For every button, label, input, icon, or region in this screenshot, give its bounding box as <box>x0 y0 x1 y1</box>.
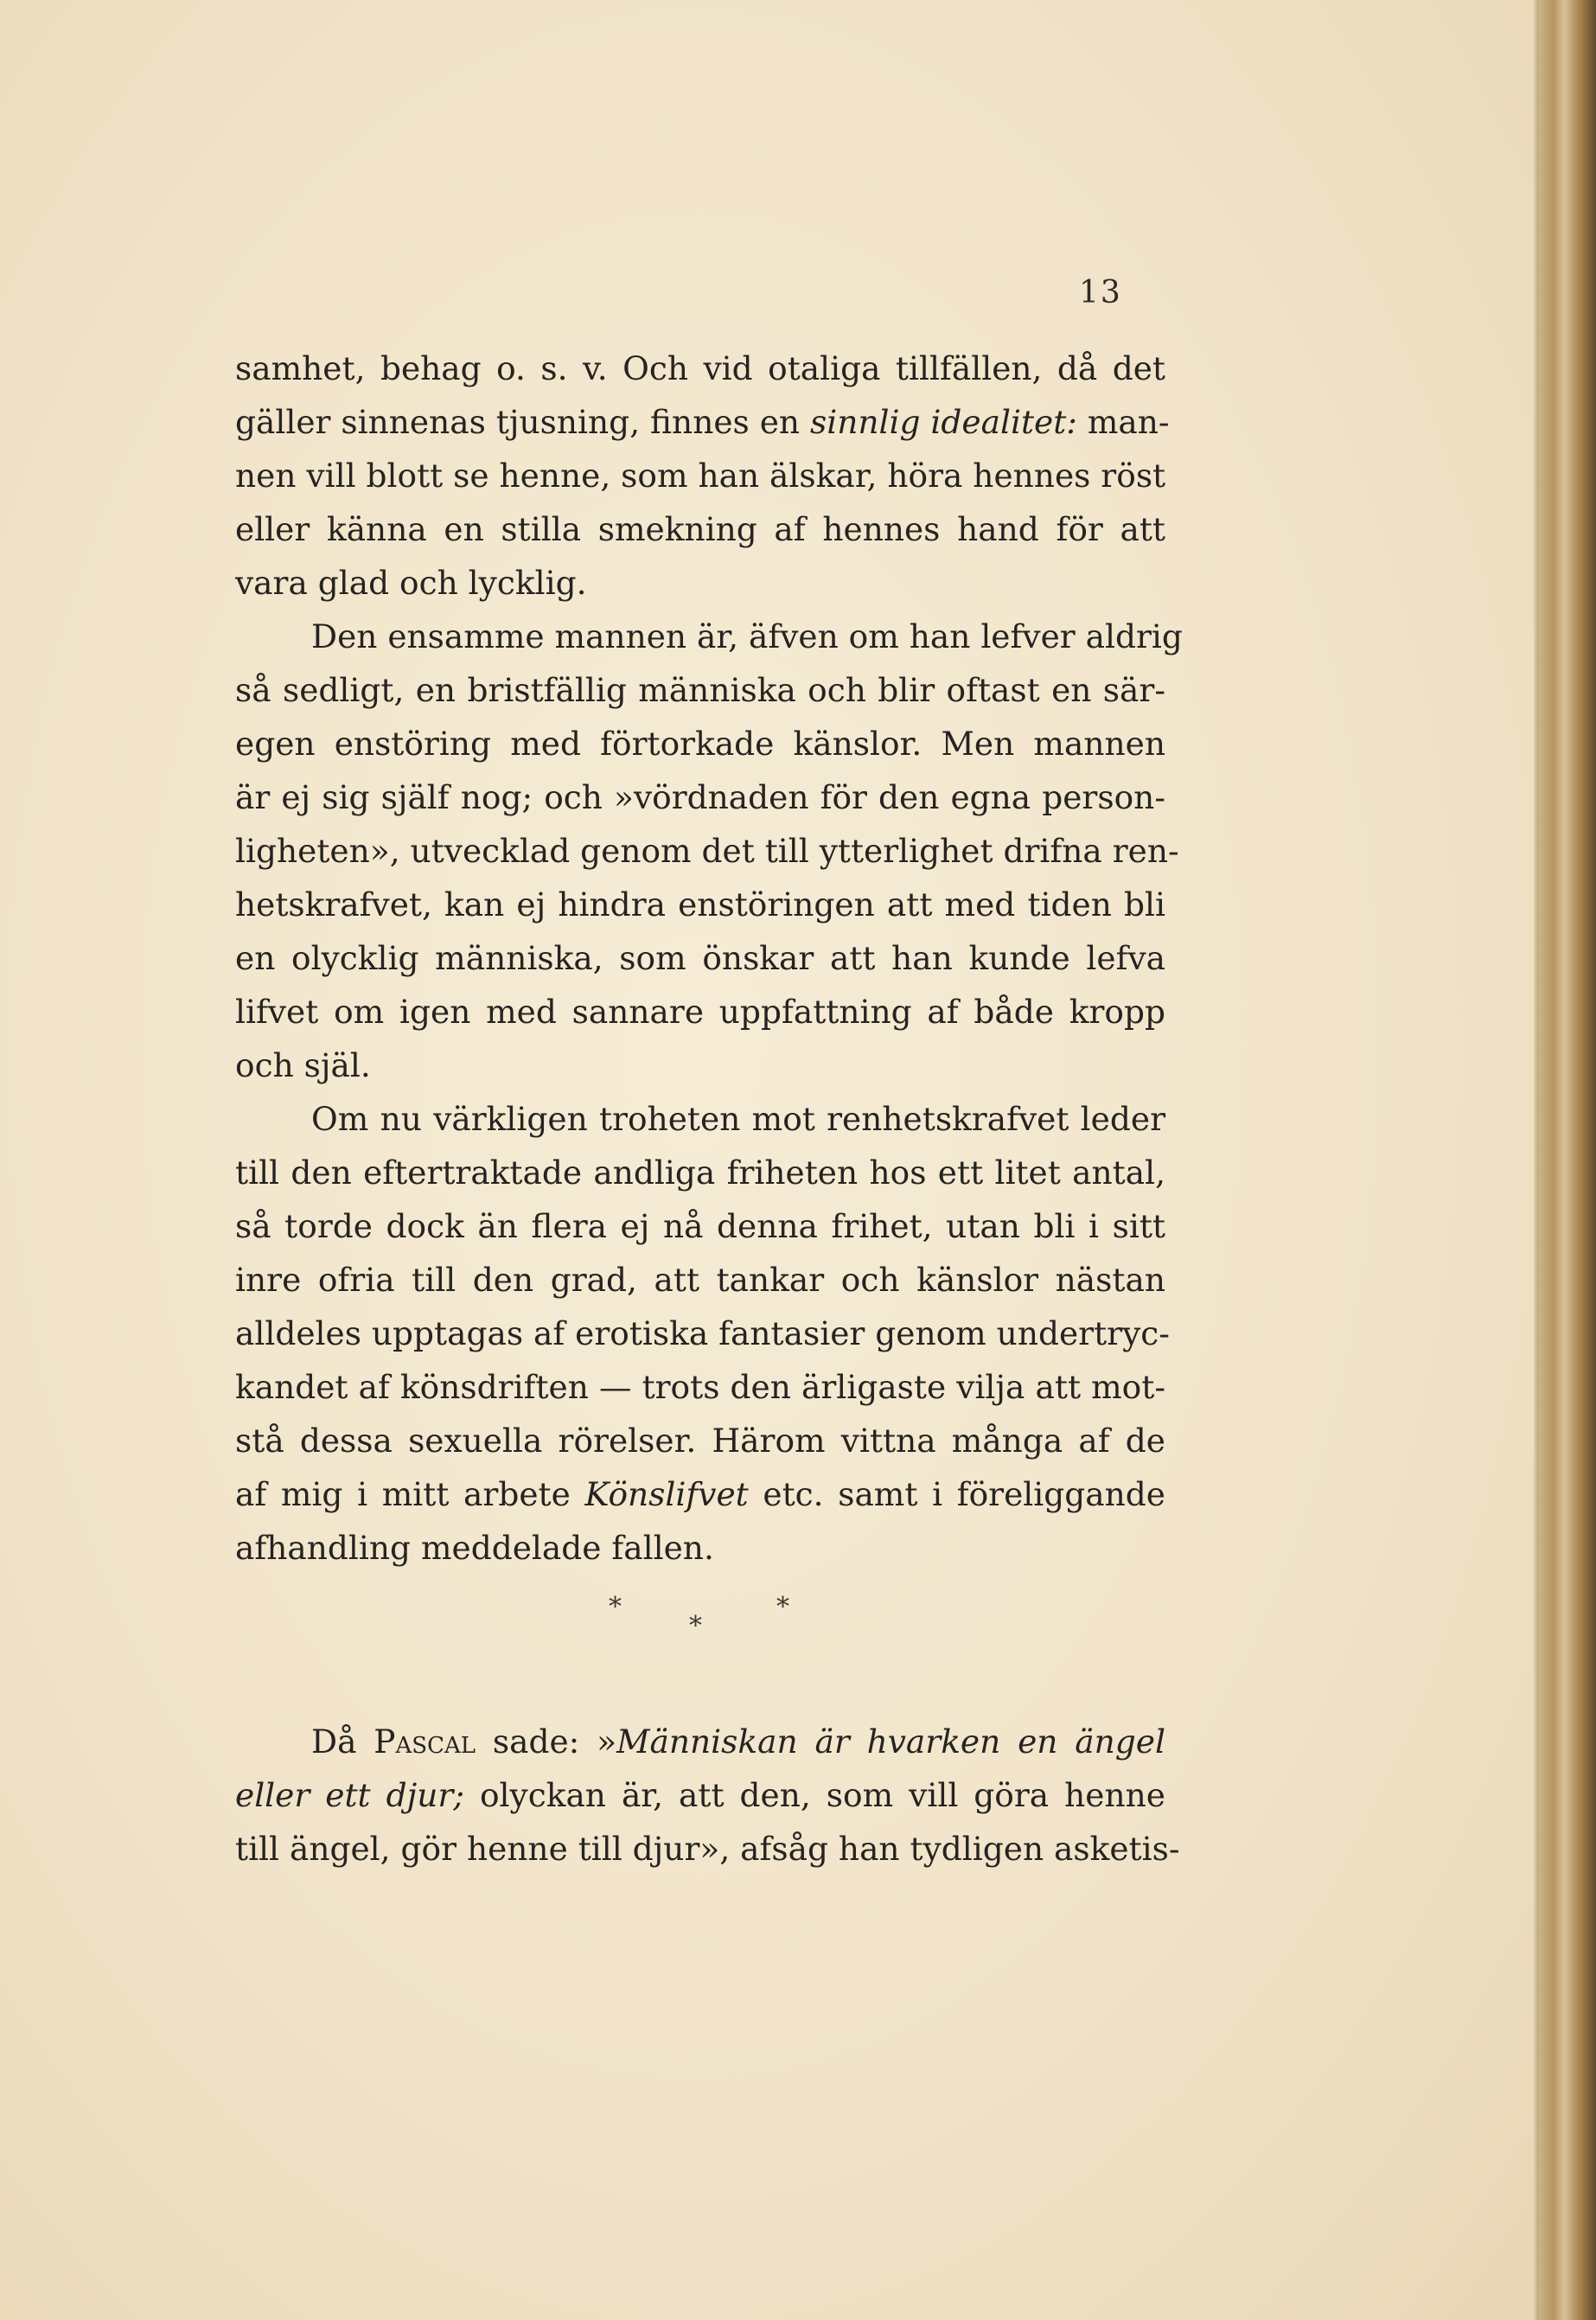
text-line <box>235 1467 1165 1521</box>
text-line: egen enstöring med förtorkade känslor. Men mannen <box>235 725 1165 763</box>
page-edge <box>1539 0 1596 2320</box>
italic-span: eller ett djur; <box>235 1776 464 1814</box>
text-line: till ängel, gör henne till djur», afsåg han tydligen asketis- <box>235 1830 1180 1868</box>
text-line <box>235 1715 1165 1768</box>
text-span: etc. samt i föreliggande <box>748 1475 1165 1513</box>
text-line: så sedligt, en bristfällig människa och blir oftast en sär- <box>235 671 1165 709</box>
paragraph-2 <box>235 610 1183 1092</box>
body-text <box>235 342 1183 1876</box>
text-line: så torde dock än flera ej nå denna frihet, utan bli i sitt <box>235 1207 1165 1245</box>
text-span: olyckan är, att den, som vill göra henne <box>463 1776 1165 1814</box>
text-span: af mig i mitt arbete <box>235 1475 585 1513</box>
asterisk: * <box>776 1592 789 1622</box>
text-line <box>235 395 1170 449</box>
text-line: en olycklig människa, som önskar att han kunde lefva <box>235 939 1165 977</box>
text-line: vara glad och lycklig. <box>235 564 587 602</box>
section-separator <box>235 1575 1165 1682</box>
text-line: är ej sig själf nog; och »vördnaden för den egna person- <box>235 778 1165 816</box>
text-span: sade: » <box>476 1722 617 1761</box>
italic-span: sinnlig idealitet: <box>809 403 1077 441</box>
paragraph-4 <box>235 1715 1180 1876</box>
text-line: och själ. <box>235 1046 371 1084</box>
text-span: Då <box>311 1722 374 1761</box>
text-line: inre ofria till den grad, att tankar och känslor nästan <box>235 1261 1165 1299</box>
text-line: till den eftertraktade andliga friheten hos ett litet antal, <box>235 1154 1165 1192</box>
text-line: stå dessa sexuella rörelser. Härom vittna många af de <box>235 1422 1165 1460</box>
asterisk: * <box>689 1611 702 1641</box>
text-line: Den ensamme mannen är, äfven om han lefver aldrig <box>311 617 1183 655</box>
text-span: man- <box>1076 403 1170 441</box>
small-caps-span: Pascal <box>373 1722 476 1761</box>
paragraph-1 <box>235 342 1170 610</box>
text-line <box>235 1768 1165 1822</box>
text-line: nen vill blott se henne, som han älskar, höra hennes röst <box>235 457 1166 495</box>
page-number: 13 <box>1079 275 1122 310</box>
text-line: eller känna en stilla smekning af hennes hand för att <box>235 510 1165 548</box>
text-line: afhandling meddelade fallen. <box>235 1529 714 1567</box>
italic-span: Människan är hvarken en ängel <box>616 1722 1165 1761</box>
text-line: samhet, behag o. s. v. Och vid otaliga tillfällen, då det <box>235 349 1165 387</box>
italic-span: Könslifvet <box>584 1475 749 1513</box>
text-line: alldeles upptagas af erotiska fantasier genom undertryc- <box>235 1314 1170 1352</box>
text-line: ligheten», utvecklad genom det till ytterlighet drifna ren- <box>235 832 1179 870</box>
text-span: gäller sinnenas tjusning, finnes en <box>235 403 810 441</box>
text-line: Om nu värkligen troheten mot renhetskrafvet leder <box>311 1100 1165 1138</box>
text-line: lifvet om igen med sannare uppfattning af både kropp <box>235 993 1165 1031</box>
text-line: kandet af könsdriften — trots den ärligaste vilja att mot- <box>235 1368 1165 1406</box>
spacer <box>235 1682 1165 1715</box>
paragraph-3 <box>235 1092 1170 1575</box>
text-line: hetskrafvet, kan ej hindra enstöringen att med tiden bli <box>235 885 1165 924</box>
asterisk: * <box>609 1592 622 1622</box>
